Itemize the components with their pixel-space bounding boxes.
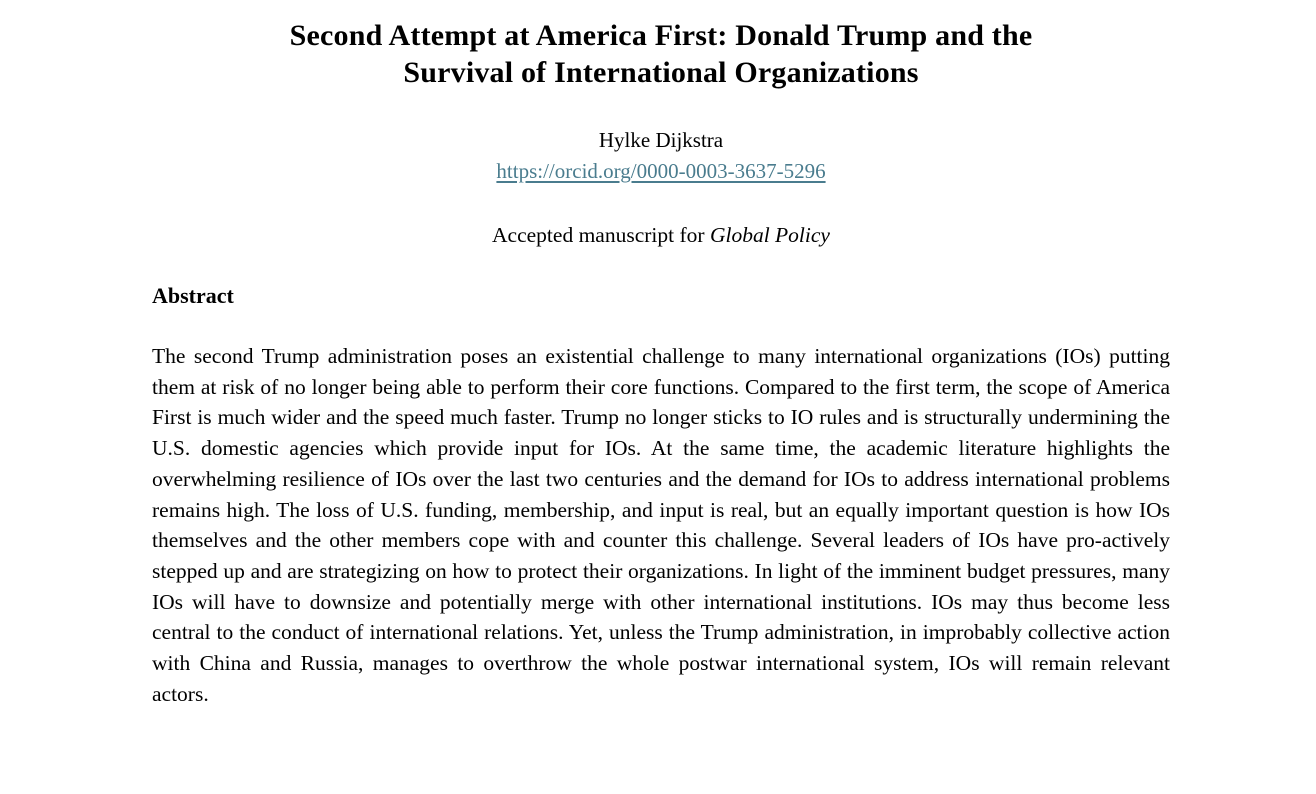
author-name: Hylke Dijkstra (598, 128, 724, 152)
paper-title (152, 0, 1170, 91)
page-content (152, 0, 1170, 709)
journal-name: Global Policy (709, 223, 830, 247)
orcid-row (152, 158, 1170, 185)
abstract-heading: Abstract (152, 283, 234, 308)
manuscript-note (152, 222, 1170, 249)
abstract-body: The second Trump administration poses an existential challenge to many international organizations (IOs) putting them at risk of no longer being able to perform their core functions. Compared to the first term, the scope of America First is much wider and the speed much faster. Trump no longer sticks to IO rules and is structurally undermining the U.S. domestic agencies which provide input for IOs. At the same time, the academic literature highlights the overwhelming resilience of IOs over the last two centuries and the demand for IOs to address international problems remains high. The loss of U.S. funding, membership, and input is real, but an equally important question is how IOs themselves and the other members cope with and counter this challenge. Several leaders of IOs have pro-actively stepped up and are strategizing on how to protect their organizations. In light of the imminent budget pressures, many IOs will have to downsize and potentially merge with other international institutions. IOs may thus become less central to the conduct of international relations. Yet, unless the Trump administration, in improbably collective action with China and Russia, manages to overthrow the whole postwar international system, IOs will remain relevant actors. (152, 344, 1170, 706)
manuscript-note-prefix: Accepted manuscript for (492, 223, 710, 247)
orcid-link[interactable]: https://orcid.org/0000-0003-3637-5296 (496, 159, 826, 183)
paper-title-line1: Second Attempt at America First: Donald Trump and the (289, 19, 1033, 52)
paper-title-line2: Survival of International Organizations (403, 56, 919, 89)
